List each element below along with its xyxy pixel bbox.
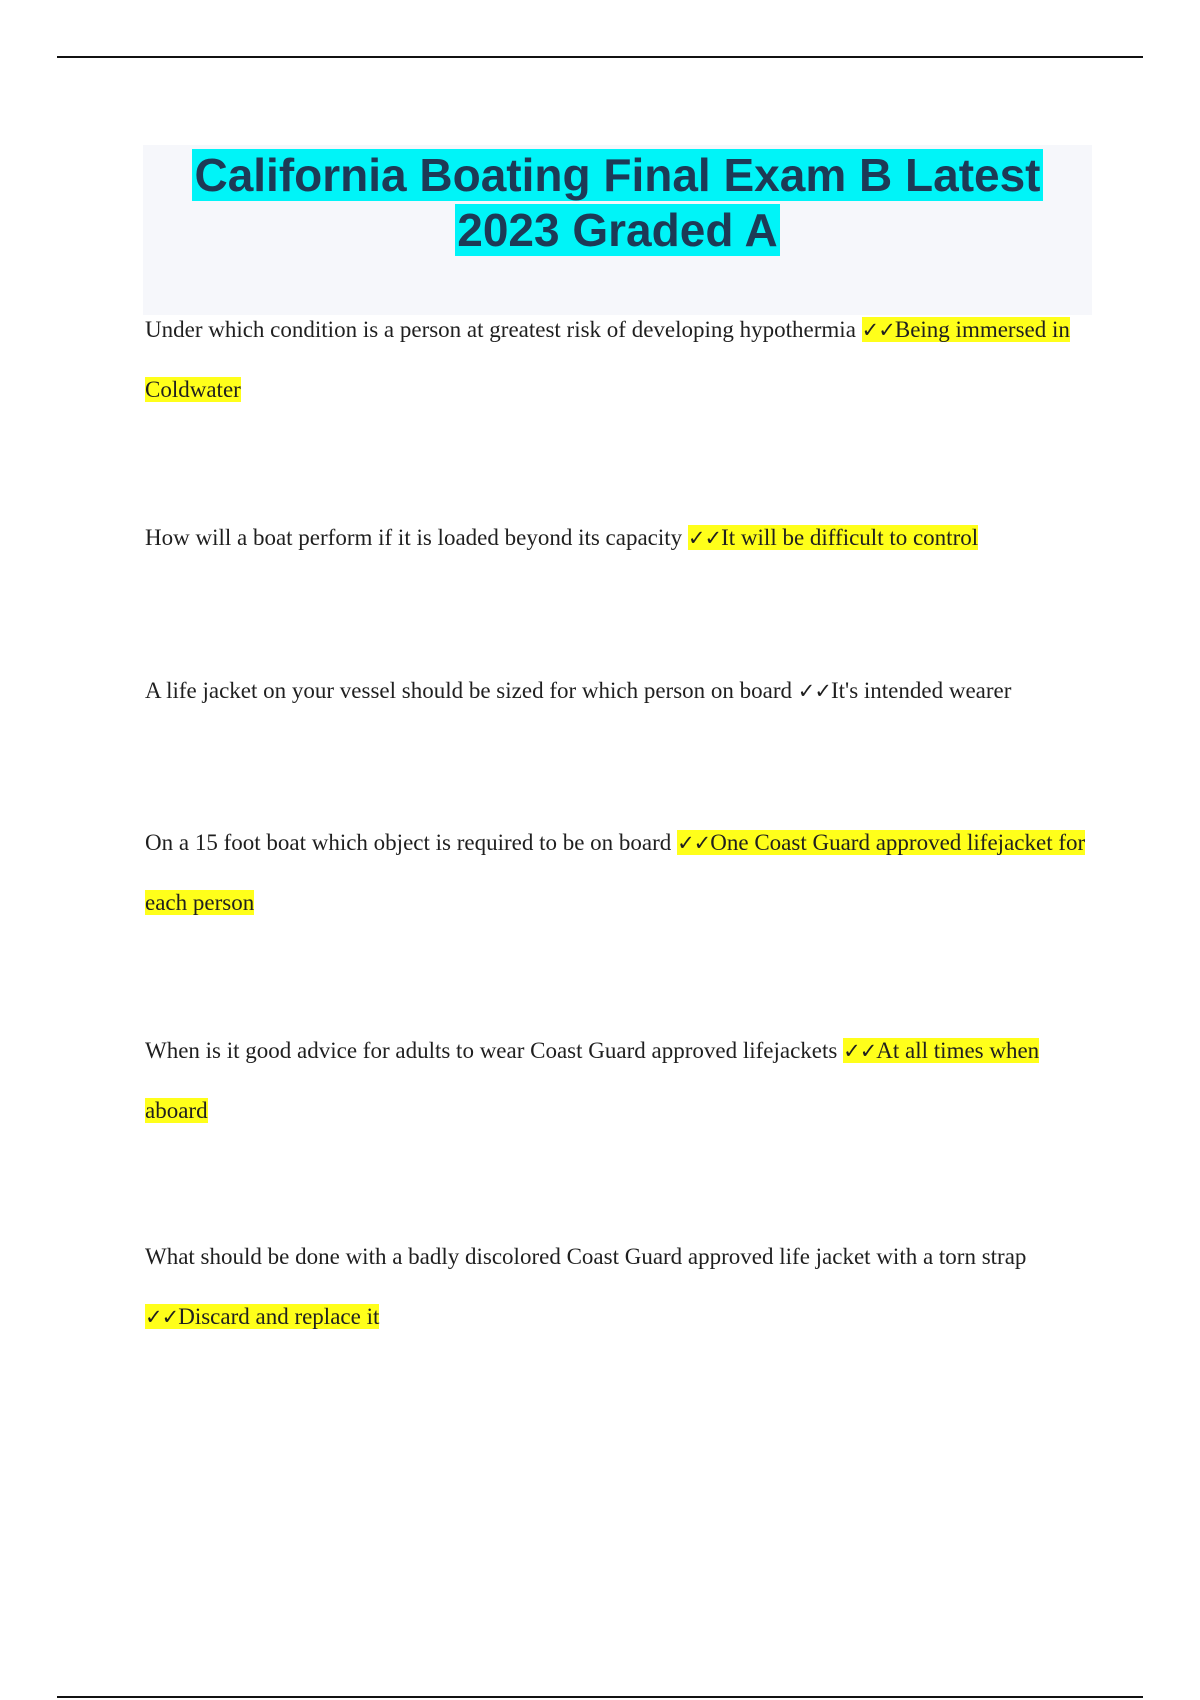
answer-highlight [145, 1304, 379, 1329]
answer-text: It's intended wearer [831, 678, 1012, 703]
question-text: How will a boat perform if it is loaded beyond its capacity [145, 525, 683, 550]
bottom-rule [57, 1696, 1143, 1698]
question-text: When is it good advice for adults to wear Coast Guard approved lifejackets [145, 1038, 838, 1063]
check-mark-icon: ✓✓ [843, 1039, 877, 1063]
question-text: On a 15 foot boat which object is required to be on board [145, 830, 672, 855]
qa-item-1 [145, 300, 1090, 420]
qa-item-5 [145, 1021, 1090, 1141]
answer-text: One Coast Guard approved lifejacket for each person [145, 830, 1086, 915]
answer-text: Being immersed in Coldwater [145, 317, 1070, 402]
answer-plain [798, 678, 1012, 703]
answer-text: It will be difficult to control [721, 525, 979, 550]
answer-highlight [688, 525, 978, 550]
check-mark-icon: ✓✓ [797, 679, 831, 703]
document-title: California Boating Final Exam B Latest 2023 Graded A [194, 149, 1041, 256]
top-rule [57, 56, 1143, 58]
question-text: What should be done with a badly discolored Coast Guard approved life jacket with a torn strap [145, 1244, 1027, 1269]
answer-text: At all times when aboard [145, 1038, 1040, 1123]
title-block [143, 145, 1092, 315]
check-mark-icon: ✓✓ [687, 526, 722, 550]
qa-item-3 [145, 661, 1090, 721]
question-text: Under which condition is a person at greatest risk of developing hypothermia [145, 317, 856, 342]
question-text: A life jacket on your vessel should be sized for which person on board [145, 678, 793, 703]
check-mark-icon: ✓✓ [145, 1305, 179, 1329]
check-mark-icon: ✓✓ [677, 831, 711, 855]
qa-item-4 [145, 813, 1090, 933]
qa-item-2 [145, 508, 1090, 568]
answer-text: Discard and replace it [178, 1304, 380, 1329]
qa-item-6 [145, 1227, 1090, 1347]
check-mark-icon: ✓✓ [861, 318, 895, 342]
